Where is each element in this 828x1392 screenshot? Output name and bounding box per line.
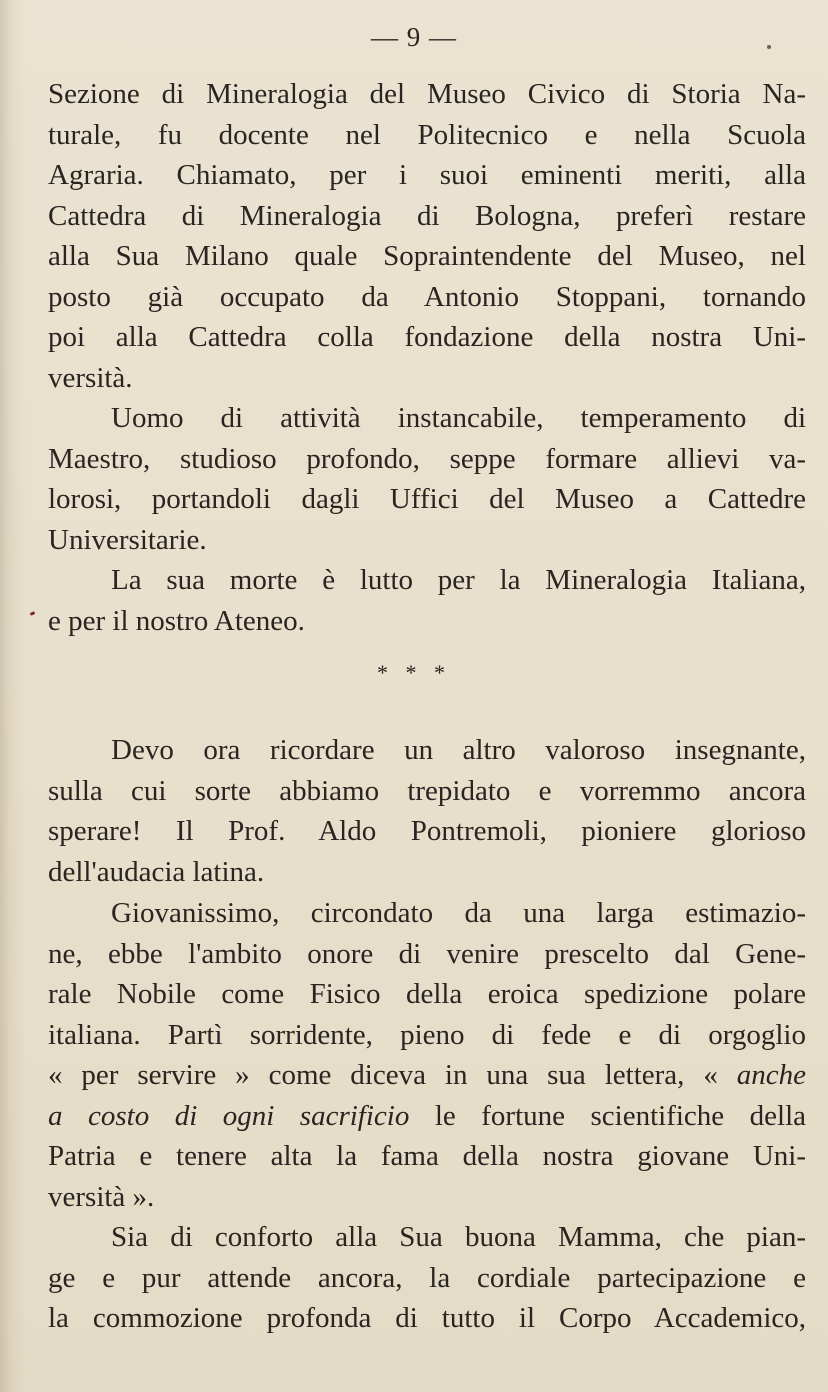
red-ink-speck	[30, 611, 36, 616]
text-line: lorosi, portandoli dagli Uffici del Museo a Cattedre	[48, 483, 806, 515]
text-line: sperare! Il Prof. Aldo Pontremoli, pioniere glorioso	[48, 815, 806, 847]
text-line: Sia di conforto alla Sua buona Mamma, che pian-	[111, 1221, 806, 1253]
paragraph-4	[48, 730, 806, 892]
page-number: — 9 —	[371, 22, 457, 52]
text-line	[48, 1055, 806, 1096]
text-line: versità.	[48, 361, 133, 394]
italic-fragment: a costo di ogni sacrificio	[48, 1099, 410, 1132]
paragraph-3	[48, 560, 806, 641]
text-line: Maestro, studioso profondo, seppe formare allievi va-	[48, 442, 806, 475]
text-line: Universitarie.	[48, 523, 207, 556]
text-line: Uomo di attività instancabile, temperamento di	[111, 402, 806, 434]
paragraph-5	[48, 893, 806, 1217]
text-line: Devo ora ricordare un altro valoroso insegnante,	[111, 734, 806, 766]
text-line	[48, 1096, 806, 1137]
italic-fragment: anche	[736, 1059, 806, 1091]
text-line: rale Nobile come Fisico della eroica spedizione polare	[48, 978, 806, 1010]
text-line: la commozione profonda di tutto il Corpo Accademico,	[48, 1302, 806, 1334]
text-line: italiana. Partì sorridente, pieno di fede e di orgoglio	[48, 1018, 806, 1051]
text-line: versità ».	[48, 1180, 155, 1213]
text-line: alla Sua Milano quale Sopraintendente del Museo, nel	[48, 240, 806, 272]
text-line: Agraria. Chiamato, per i suoi eminenti meriti, alla	[48, 159, 806, 191]
text-line: Patria e tenere alta la fama della nostra giovane Uni-	[48, 1140, 806, 1172]
text-line: turale, fu docente nel Politecnico e nella Scuola	[48, 118, 806, 151]
text-line: Giovanissimo, circondato da una larga estimazio-	[111, 897, 806, 929]
text-line: sulla cui sorte abbiamo trepidato e vorremmo ancora	[48, 774, 806, 807]
text-line: posto già occupato da Antonio Stoppani, tornando	[48, 280, 806, 313]
section-separator: * * *	[377, 660, 451, 685]
paragraph-2	[48, 398, 806, 560]
paragraph-1	[48, 74, 806, 398]
paragraph-6	[48, 1217, 806, 1339]
text-fragment: le fortune scientifiche della	[409, 1099, 806, 1132]
text-line: e per il nostro Ateneo.	[48, 604, 305, 637]
text-line: dell'audacia latina.	[48, 855, 265, 888]
text-line: poi alla Cattedra colla fondazione della nostra Uni-	[48, 321, 806, 353]
text-line: ge e pur attende ancora, la cordiale partecipazione e	[48, 1261, 806, 1294]
text-line: Cattedra di Mineralogia di Bologna, preferì restare	[48, 199, 806, 232]
text-line: ne, ebbe l'ambito onore di venire prescelto dal Gene-	[48, 937, 806, 970]
text-line: Sezione di Mineralogia del Museo Civico di Storia Na-	[48, 78, 806, 110]
text-fragment: « per servire » come diceva in una sua lettera, «	[48, 1059, 737, 1091]
text-line: La sua morte è lutto per la Mineralogia Italiana,	[111, 564, 806, 596]
